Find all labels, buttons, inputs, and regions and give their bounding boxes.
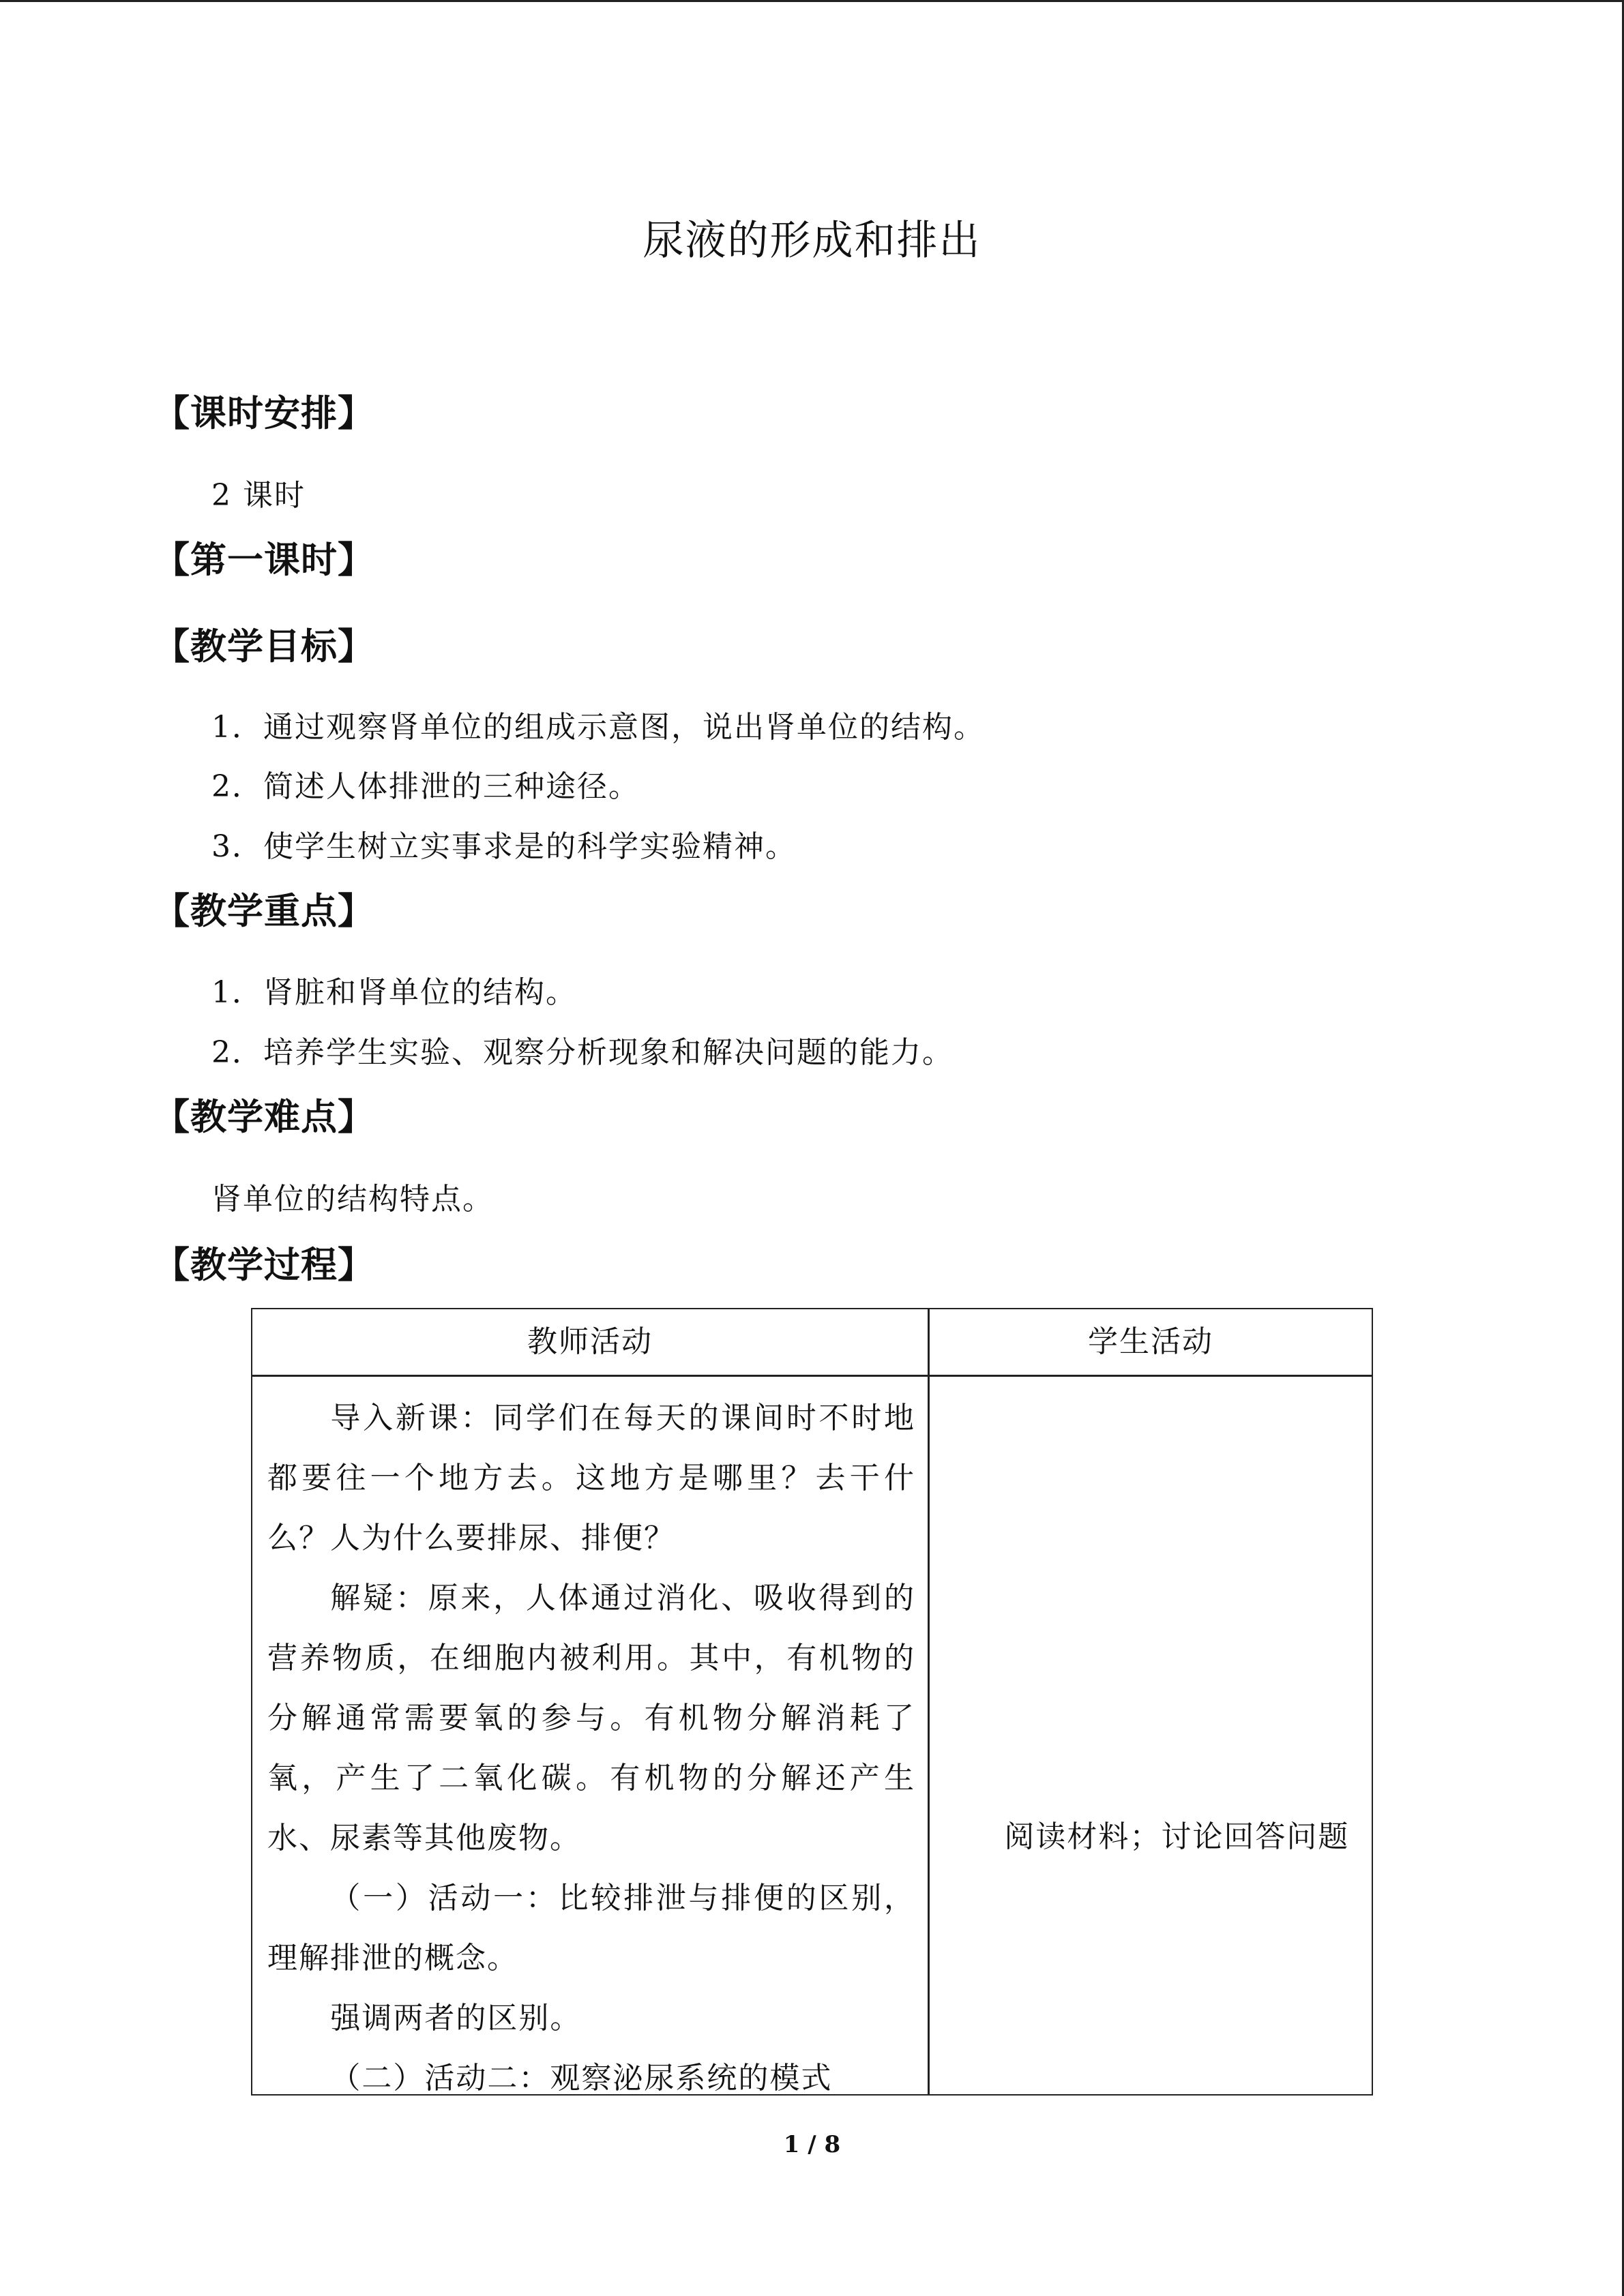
table-header-teacher: 教师活动 xyxy=(527,1324,653,1359)
schedule-text: 2 课时 xyxy=(211,478,306,513)
teacher-paragraph: 解疑：原来，人体通过消化、吸收得到的营养物质，在细胞内被利用。其中，有机物的分解通常需要氧的参与。有机物分解消耗了氧，产生了二氧化碳。有机物的分解还产生水、尿素等其他废物。 xyxy=(267,1581,915,1855)
heading-difficulties: 【教学难点】 xyxy=(153,1096,374,1138)
teacher-paragraph: 导入新课：同学们在每天的课间时不时地都要往一个地方去。这地方是哪里？去干什么？人为什么要排尿、排便？ xyxy=(267,1401,915,1555)
teacher-paragraph: （一）活动一：比较排泄与排便的区别，理解排泄的概念。 xyxy=(267,1881,915,1976)
teacher-activity-cell xyxy=(267,1388,915,2108)
table-column-divider xyxy=(928,1309,930,2094)
heading-first-lesson: 【第一课时】 xyxy=(153,539,374,581)
key-point-item: 1．肾脏和肾单位的结构。 xyxy=(211,975,577,1010)
teacher-paragraph: （二）活动二：观察泌尿系统的模式 xyxy=(330,2061,833,2096)
goal-item: 2．简述人体排泄的三种途径。 xyxy=(211,769,640,804)
table-header-student: 学生活动 xyxy=(1088,1324,1213,1359)
goal-item: 1．通过观察肾单位的组成示意图，说出肾单位的结构。 xyxy=(211,710,985,745)
heading-process: 【教学过程】 xyxy=(153,1244,374,1286)
heading-goals: 【教学目标】 xyxy=(153,625,374,668)
table-header-divider xyxy=(252,1375,1372,1377)
heading-schedule: 【课时安排】 xyxy=(153,392,374,434)
student-activity-cell xyxy=(941,1807,1364,1867)
student-paragraph: 阅读材料；讨论回答问题 xyxy=(1004,1819,1350,1854)
teaching-process-table xyxy=(251,1308,1373,2096)
heading-key-points: 【教学重点】 xyxy=(153,890,374,932)
key-point-item: 2．培养学生实验、观察分析现象和解决问题的能力。 xyxy=(211,1035,954,1070)
goal-item: 3．使学生树立实事求是的科学实验精神。 xyxy=(211,829,797,864)
document-title: 尿液的形成和排出 xyxy=(643,217,981,265)
difficulties-text: 肾单位的结构特点。 xyxy=(211,1182,494,1217)
teacher-paragraph: 强调两者的区别。 xyxy=(330,2001,582,2036)
page-border-top xyxy=(0,0,1624,2)
page-number: 1 / 8 xyxy=(783,2131,841,2158)
